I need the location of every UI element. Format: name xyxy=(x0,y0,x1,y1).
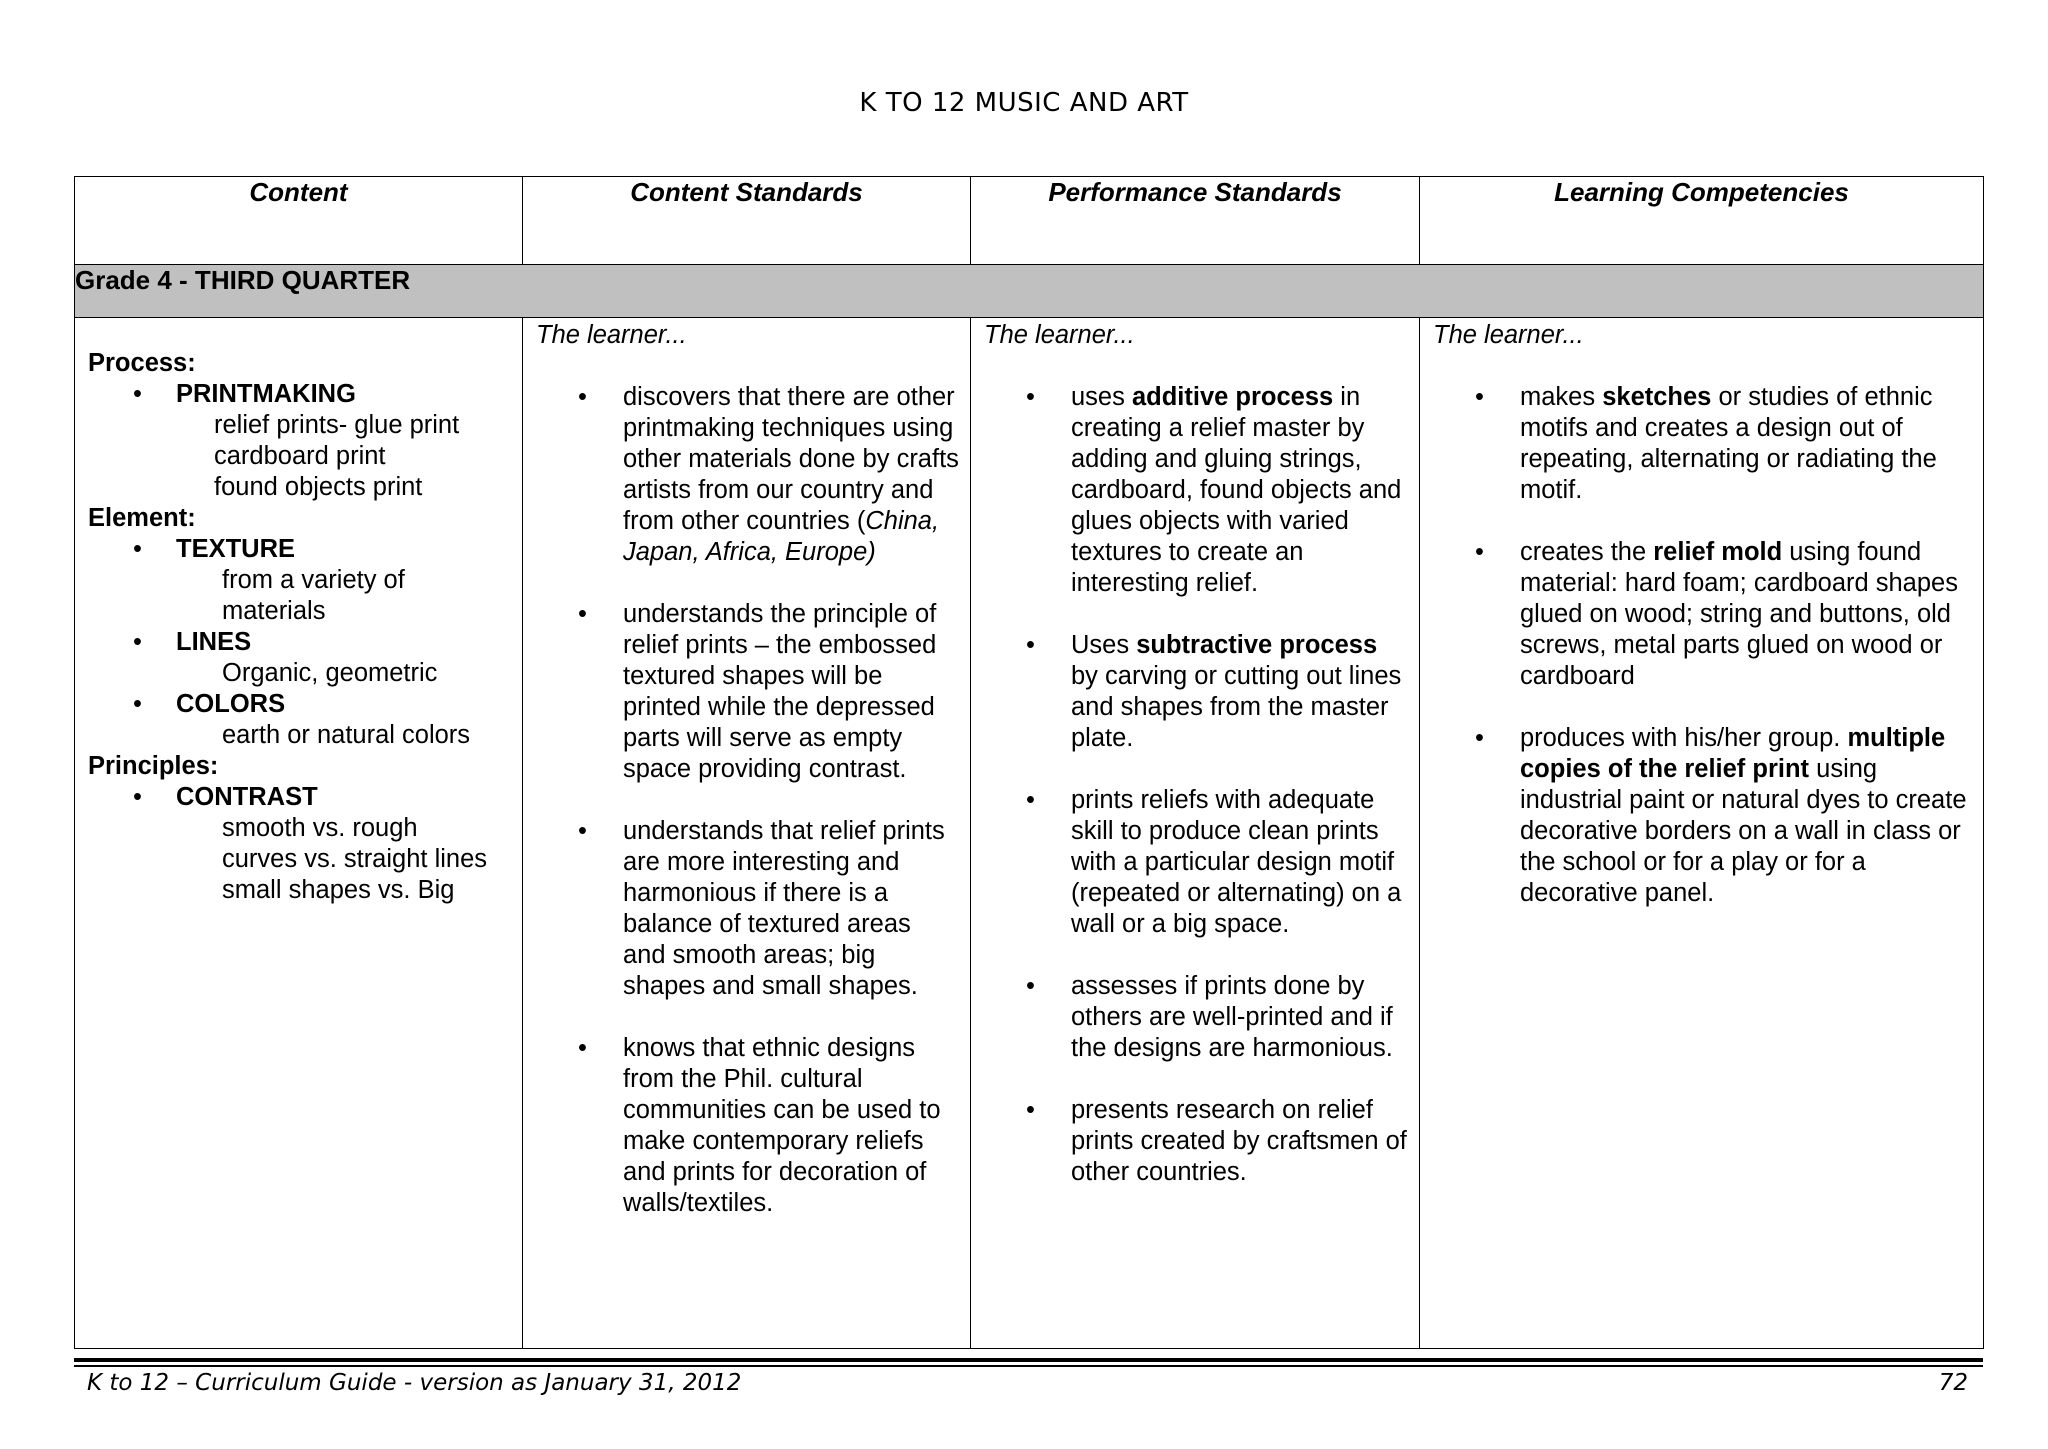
list-item: • prints reliefs with adequate skill to produce clean prints with a particular design motif (repeated or alternating) on a wall or a big space. xyxy=(1071,785,1409,940)
table-row xyxy=(75,318,1984,1349)
standard-text: discovers that there are other printmaking techniques using other materials done by crafts artists from our country and from other countries ( xyxy=(623,383,959,535)
list-item xyxy=(1520,723,1973,909)
content-cell xyxy=(75,318,523,1349)
item-text: by carving or cutting out lines and shapes from the master plate. xyxy=(1071,662,1402,752)
printmaking-line: cardboard print xyxy=(214,442,386,470)
grade-quarter-label: Grade 4 - THIRD QUARTER xyxy=(75,265,1984,318)
grade-row xyxy=(75,265,1984,318)
content-standards-list xyxy=(536,382,960,1219)
item-bold-text: multiple copies of the relief print xyxy=(1520,724,1946,783)
item-text: creates the xyxy=(1520,538,1654,566)
printmaking-line: relief prints- glue print xyxy=(214,411,460,439)
texture-line: materials xyxy=(222,597,326,625)
process-list xyxy=(88,379,512,503)
learning-competencies-list xyxy=(1433,382,1973,909)
printmaking-line: found objects print xyxy=(214,473,423,501)
list-item: • assesses if prints done by others are well-printed and if the designs are harmonious. xyxy=(1071,971,1409,1064)
item-bold-text: subtractive process xyxy=(1136,631,1378,659)
colors-title: • COLORS xyxy=(176,690,286,718)
list-item xyxy=(1520,382,1973,506)
page-header-title: K TO 12 MUSIC AND ART xyxy=(859,88,1189,118)
item-text: or studies of ethnic motifs and creates a design out of repeating, alternating or radiating the motif. xyxy=(1520,383,1937,504)
standard-countries-text: China, Japan, Africa, Europe) xyxy=(623,507,940,566)
performance-standards-list xyxy=(984,382,1409,1188)
learner-intro: The learner... xyxy=(536,321,687,349)
principles-label: Principles: xyxy=(88,752,219,780)
list-item: • understands that relief prints are more interesting and harmonious if there is a balance of textured areas and smooth areas; big shapes and small shapes. xyxy=(623,816,960,1002)
content-standards-cell xyxy=(523,318,971,1349)
list-item xyxy=(176,689,512,751)
process-label: Process: xyxy=(88,349,196,377)
learner-intro: The learner... xyxy=(984,321,1135,349)
list-item xyxy=(1520,537,1973,692)
footer-divider xyxy=(74,1365,1983,1367)
curriculum-table xyxy=(74,176,1984,1349)
principles-list xyxy=(88,782,512,906)
element-label: Element: xyxy=(88,504,196,532)
page-number: 72 xyxy=(1938,1370,1968,1396)
list-item xyxy=(1071,382,1409,599)
item-bold-text: sketches xyxy=(1602,383,1712,411)
contrast-line: small shapes vs. Big xyxy=(222,876,455,904)
list-item xyxy=(176,627,512,689)
item-text: in creating a relief master by adding and gluing strings, cardboard, found objects and glues objects with varied textures to create an interesting relief. xyxy=(1071,383,1402,597)
list-item xyxy=(176,782,512,906)
contrast-line: smooth vs. rough xyxy=(222,814,418,842)
column-header-learning-competencies: Learning Competencies xyxy=(1420,177,1984,265)
learner-intro: The learner... xyxy=(1433,321,1584,349)
lines-line: Organic, geometric xyxy=(222,659,438,687)
learning-competencies-cell xyxy=(1420,318,1984,1349)
footer-version-text: K to 12 – Curriculum Guide - version as January 31, 2012 xyxy=(87,1370,742,1396)
item-bold-text: relief mold xyxy=(1653,538,1783,566)
item-bold-text: additive process xyxy=(1131,383,1334,411)
list-item xyxy=(623,382,960,568)
item-text: uses xyxy=(1071,383,1132,411)
list-item: • presents research on relief prints created by craftsmen of other countries. xyxy=(1071,1095,1409,1188)
lines-title: • LINES xyxy=(176,628,252,656)
footer-divider xyxy=(74,1358,1983,1362)
column-header-content: Content xyxy=(75,177,523,265)
contrast-line: curves vs. straight lines xyxy=(222,845,488,873)
item-text: using found material: hard foam; cardboard shapes glued on wood; string and buttons, old screws, metal parts glued on wood or cardboard xyxy=(1520,538,1958,690)
table-header-row xyxy=(75,177,1984,265)
texture-line: from a variety of xyxy=(222,566,405,594)
item-text: using industrial paint or natural dyes to create decorative borders on a wall in class or the school or for a play or for a decorative panel. xyxy=(1520,755,1967,907)
colors-line: earth or natural colors xyxy=(222,721,471,749)
item-text: makes xyxy=(1520,383,1603,411)
item-text: produces with his/her group. xyxy=(1520,724,1848,752)
column-header-performance-standards: Performance Standards xyxy=(971,177,1420,265)
list-item xyxy=(1071,630,1409,754)
performance-standards-cell xyxy=(971,318,1420,1349)
element-list xyxy=(88,534,512,751)
list-item: • knows that ethnic designs from the Phil. cultural communities can be used to make contemporary reliefs and prints for decoration of walls/textiles. xyxy=(623,1033,960,1219)
printmaking-title: • PRINTMAKING xyxy=(176,380,356,408)
column-header-content-standards: Content Standards xyxy=(523,177,971,265)
list-item xyxy=(176,534,512,627)
list-item xyxy=(176,379,512,503)
list-item: • understands the principle of relief prints – the embossed textured shapes will be printed while the depressed parts will serve as empty space providing contrast. xyxy=(623,599,960,785)
item-text: Uses xyxy=(1071,631,1137,659)
contrast-title: • CONTRAST xyxy=(176,783,318,811)
texture-title: • TEXTURE xyxy=(176,535,296,563)
